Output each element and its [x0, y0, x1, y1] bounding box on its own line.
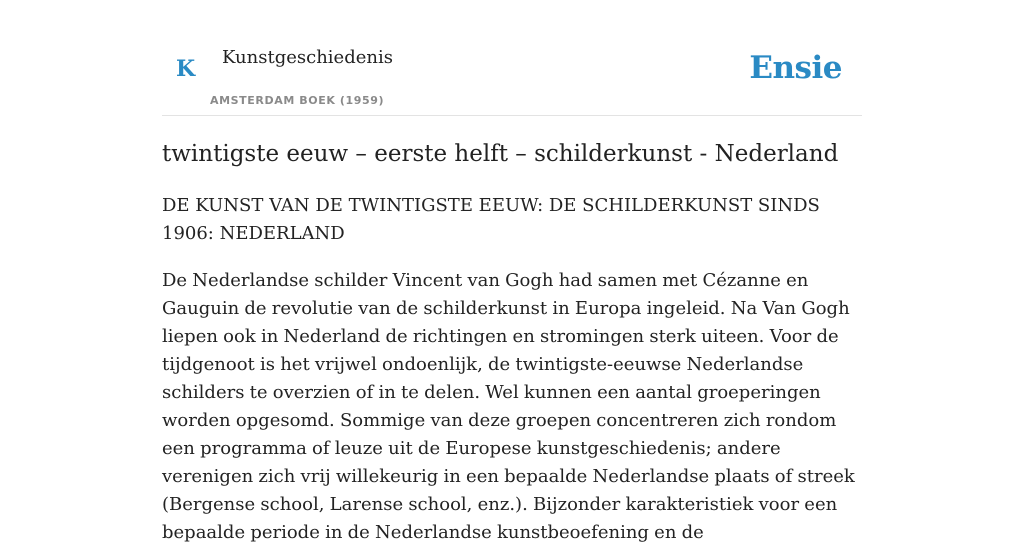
article-title: twintigste eeuw – eerste helft – schilderkunst - Nederland — [162, 141, 839, 167]
ensie-logo[interactable]: Ensie — [749, 50, 842, 86]
source-label: AMSTERDAM BOEK (1959) — [210, 94, 385, 107]
article-subheading: DE KUNST VAN DE TWINTIGSTE EEUW: DE SCHILDERKUNST SINDS 1906: NEDERLAND — [162, 195, 820, 244]
category-name-link[interactable]: Kunstgeschiedenis — [222, 47, 393, 68]
site-header — [162, 40, 862, 116]
article-body: De Nederlandse schilder Vincent van Gogh had samen met Cézanne en Gauguin de revolutie van de schilderkunst in Europa ingeleid. Na Van Gogh liepen ook in Nederland de richtingen en stromingen sterk uiteen. Voor de tijdgenoot is het vrijwel ondoenlijk, de twintigste-eeuwse Nederlandse schilders te overzien of in te delen. Wel kunnen een aantal groeperingen worden opgesomd. Sommige van deze groepen concentreren zich rondom een programma of leuze uit de Europese kunstgeschiedenis; andere verenigen zich vrij willekeurig in een bepaalde Nederlandse plaats of streek (Bergense school, Larense school, enz.). Bijzonder karakteristiek voor een bepaalde periode in de Nederlandse kunstbeoefening en de — [162, 270, 855, 543]
category-logo-icon[interactable]: K — [176, 56, 196, 82]
